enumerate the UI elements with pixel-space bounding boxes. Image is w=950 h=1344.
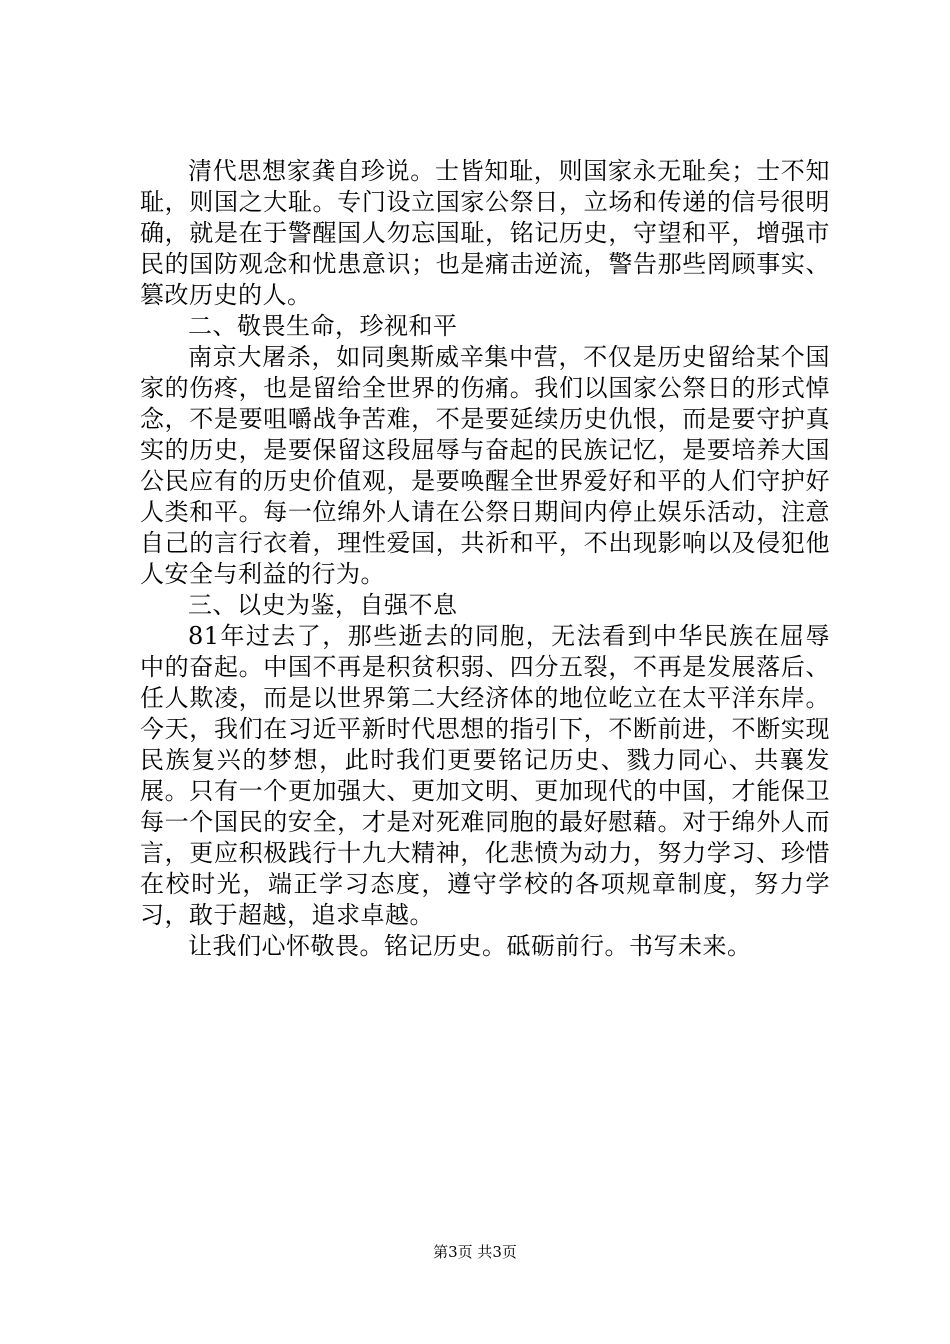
page-footer	[0, 1242, 950, 1262]
closing-paragraph: 让我们心怀敬畏。铭记历史。砥砺前行。书写未来。	[188, 932, 752, 960]
section-heading-3: 三、以史为鉴，自强不息	[188, 591, 458, 619]
paragraph-3: 81年过去了，那些逝去的同胞，无法看到中华民族在屈辱中的奋起。中国不再是积贫积弱、四分五裂，不再是发展落后、任人欺凌，而是以世界第二大经济体的地位屹立在太平洋东岸。今天，我们在习近平新时代思想的指引下，不断前进，不断实现民族复兴的梦想，此时我们更要铭记历史、戮力同心、共襄发展。只有一个更加强大、更加文明、更加现代的中国，才能保卫每一个国民的安全，才是对死难同胞的最好慰藉。对于绵外人而言，更应积极践行十九大精神，化悲愤为动力，努力学习、珍惜在校时光，端正学习态度，遵守学校的各项规章制度，努力学习，敢于超越，追求卓越。	[140, 622, 830, 929]
paragraph-1: 清代思想家龚自珍说。士皆知耻，则国家永无耻矣；士不知耻，则国之大耻。专门设立国家公祭日，立场和传递的信号很明确，就是在于警醒国人勿忘国耻，铭记历史，守望和平，增强市民的国防观念和忧患意识；也是痛击逆流，警告那些罔顾事实、篡改历史的人。	[140, 157, 830, 309]
page-number-label: 第3页 共3页	[433, 1243, 517, 1261]
paragraph-2: 南京大屠杀，如同奥斯威辛集中营，不仅是历史留给某个国家的伤疼，也是留给全世界的伤痛。我们以国家公祭日的形式悼念，不是要咀嚼战争苦难，不是要延续历史仇恨，而是要守护真实的历史，是要保留这段屈辱与奋起的民族记忆，是要培养大国公民应有的历史价值观，是要唤醒全世界爱好和平的人们守护好人类和平。每一位绵外人请在公祭日期间内停止娱乐活动，注意自己的言行衣着，理性爱国，共祈和平，不出现影响以及侵犯他人安全与利益的行为。	[140, 343, 830, 588]
document-body	[140, 156, 830, 962]
section-heading-2: 二、敬畏生命，珍视和平	[188, 312, 458, 340]
